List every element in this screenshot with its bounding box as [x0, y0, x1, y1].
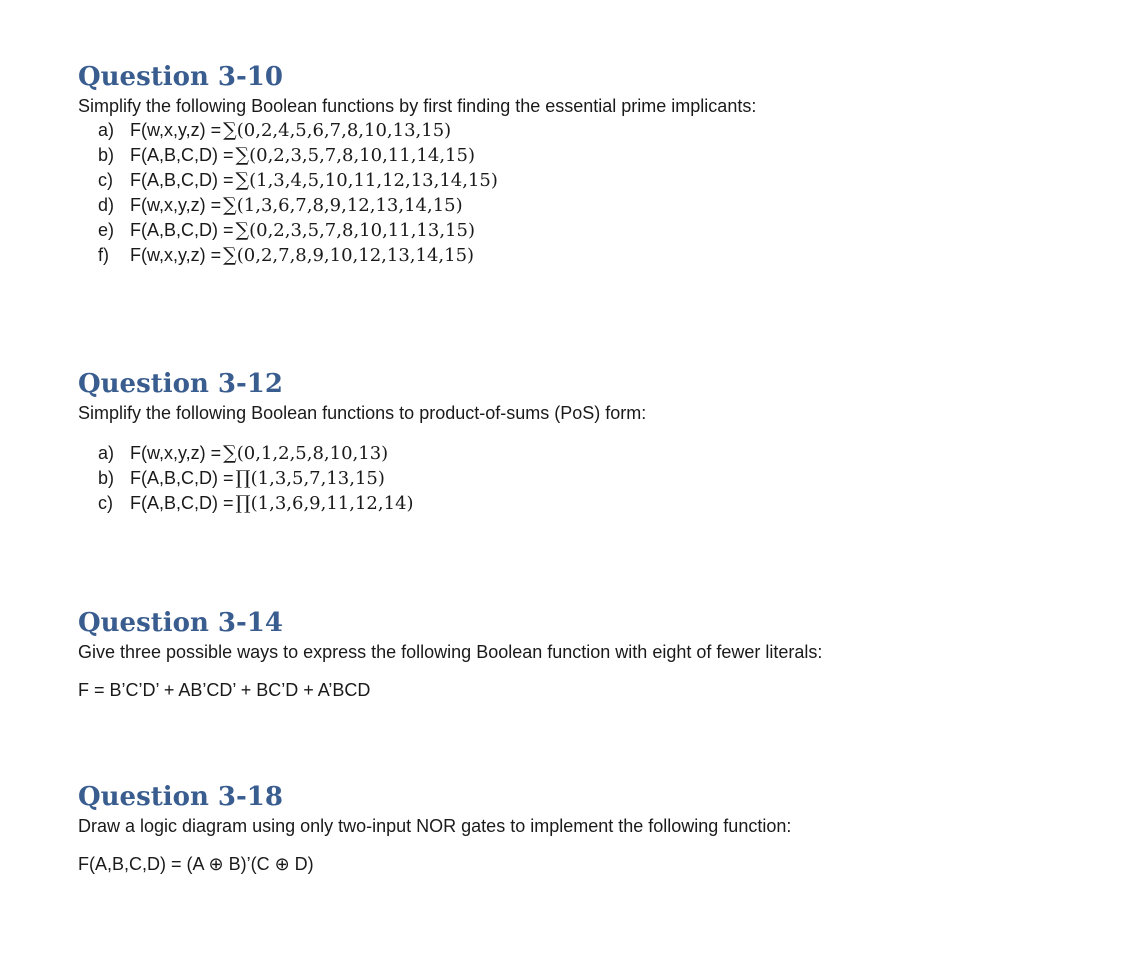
sum-operator: ∑	[223, 119, 237, 141]
minterm-list: (0,2,4,5,6,7,8,10,13,15)	[236, 120, 452, 141]
question-prompt: Draw a logic diagram using only two-input NOR gates to implement the following function:	[78, 816, 792, 836]
list-item	[98, 243, 756, 268]
maxterm-list: (1,3,6,9,11,12,14)	[250, 493, 414, 514]
item-letter: f)	[98, 245, 109, 265]
function-lhs: F(w,x,y,z) =	[130, 245, 222, 265]
minterm-list: (0,2,3,5,7,8,10,11,14,15)	[249, 145, 475, 166]
minterm-list: (0,2,3,5,7,8,10,11,13,15)	[249, 220, 475, 241]
question-prompt: Simplify the following Boolean functions by first finding the essential prime implicants:	[78, 96, 757, 116]
sum-operator: ∑	[235, 169, 250, 191]
question-heading: Question 3-14	[78, 608, 283, 638]
question-prompt: Simplify the following Boolean functions to product-of-sums (PoS) form:	[78, 403, 647, 423]
list-item	[98, 118, 756, 143]
item-letter: a)	[98, 443, 115, 463]
product-operator: ∏	[235, 467, 251, 489]
sum-operator: ∑	[223, 244, 237, 266]
function-lhs: F(A,B,C,D) =	[130, 468, 234, 488]
item-letter: e)	[98, 220, 115, 240]
list-item	[98, 168, 756, 193]
function-lhs: F(w,x,y,z) =	[130, 120, 222, 140]
function-lhs: F(w,x,y,z) =	[130, 195, 222, 215]
item-letter: d)	[98, 195, 115, 215]
item-letter: c)	[98, 493, 113, 513]
function-lhs: F(w,x,y,z) =	[130, 443, 222, 463]
item-letter: b)	[98, 468, 115, 488]
function-lhs: F(A,B,C,D) =	[130, 170, 234, 190]
sum-operator: ∑	[235, 144, 250, 166]
product-operator: ∏	[235, 492, 251, 514]
item-letter: c)	[98, 170, 113, 190]
function-lhs: F(A,B,C,D) =	[130, 493, 234, 513]
minterm-list: (1,3,4,5,10,11,12,13,14,15)	[249, 170, 498, 191]
question-3-10	[78, 60, 756, 268]
list-item	[98, 218, 756, 243]
list-item	[98, 466, 646, 491]
spacer	[78, 425, 646, 441]
question-3-14	[78, 606, 822, 702]
function-list	[78, 118, 756, 268]
question-heading: Question 3-18	[78, 782, 283, 812]
list-item	[98, 491, 646, 516]
list-item	[98, 441, 646, 466]
function-lhs: F(A,B,C,D) =	[130, 145, 234, 165]
question-heading: Question 3-10	[78, 62, 283, 92]
function-lhs: F(A,B,C,D) =	[130, 220, 234, 240]
list-item	[98, 143, 756, 168]
boolean-expression: F(A,B,C,D) = (A ⊕ B)’(C ⊕ D)	[78, 854, 314, 874]
minterm-list: (1,3,6,7,8,9,12,13,14,15)	[236, 195, 463, 216]
question-heading: Question 3-12	[78, 369, 283, 399]
question-3-18	[78, 780, 791, 876]
item-letter: a)	[98, 120, 115, 140]
sum-operator: ∑	[223, 442, 237, 464]
function-list	[78, 441, 646, 516]
sum-operator: ∑	[223, 194, 237, 216]
maxterm-list: (1,3,5,7,13,15)	[250, 468, 385, 489]
item-letter: b)	[98, 145, 115, 165]
list-item	[98, 193, 756, 218]
minterm-list: (0,2,7,8,9,10,12,13,14,15)	[236, 245, 475, 266]
sum-operator: ∑	[235, 219, 250, 241]
question-prompt: Give three possible ways to express the following Boolean function with eight of fewer literals:	[78, 642, 823, 662]
boolean-expression: F = B’C’D’ + AB’CD’ + BC’D + A’BCD	[78, 680, 371, 700]
question-3-12	[78, 367, 646, 516]
minterm-list: (0,1,2,5,8,10,13)	[236, 443, 389, 464]
